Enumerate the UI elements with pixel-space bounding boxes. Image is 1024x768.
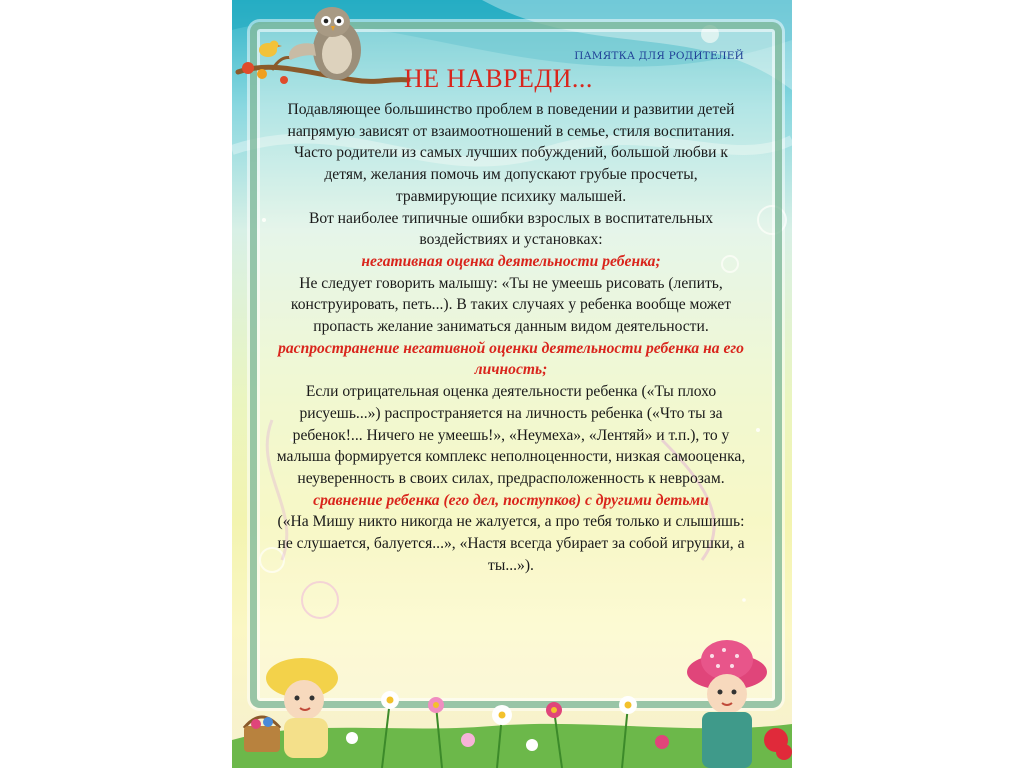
section-text-3: («На Мишу никто никогда не жалуется, а про тебя только и слышишь: не слушается, балуется...», «Настя всегда убирает за собой игрушки, а ты...»). (277, 513, 745, 574)
poster-subtitle: ПАМЯТКА ДЛЯ РОДИТЕЛЕЙ (574, 50, 744, 62)
intro-paragraph-1: Подавляющее большинство проблем в поведении и развитии детей напрямую зависят от взаимоотношений в семье, стиля воспитания. (287, 101, 735, 140)
section-text-2: Если отрицательная оценка деятельности ребенка («Ты плохо рисуешь...») распространяется на личность ребенка («Что ты за ребенок!... Ничего не умеешь!», «Неумеха», «Лентяй» и т.п.), то у малыша формируется комплекс неполноценности, низкая самооценка, неуверенность в своих силах, предрасположенность к неврозам. (276, 383, 746, 487)
section-heading-1: негативная оценка деятельности ребенка; (361, 252, 661, 270)
section-text-1: Не следует говорить малышу: «Ты не умеешь рисовать (лепить, конструировать, петь...). В таких случаях у ребенка вообще может пропасть желание заниматься данным видом деятельности. (290, 274, 732, 336)
poster-title: НЕ НАВРЕДИ... (404, 64, 593, 93)
intro-paragraph-2: Часто родители из самых лучших побуждений, большой любви к детям, желания помочь им допускают грубые просчеты, травмирующие психику малышей. (294, 144, 728, 205)
section-heading-3: сравнение ребенка (его дел, поступков) с другими детьми (313, 491, 709, 509)
section-heading-2: распространение негативной оценки деятельности ребенка на его личность; (278, 339, 744, 379)
girl-in-pink-hat-icon (232, 0, 792, 768)
intro-paragraph-3: Вот наиболее типичные ошибки взрослых в воспитательных воздействиях и установках: (308, 209, 714, 249)
poster (232, 0, 792, 768)
